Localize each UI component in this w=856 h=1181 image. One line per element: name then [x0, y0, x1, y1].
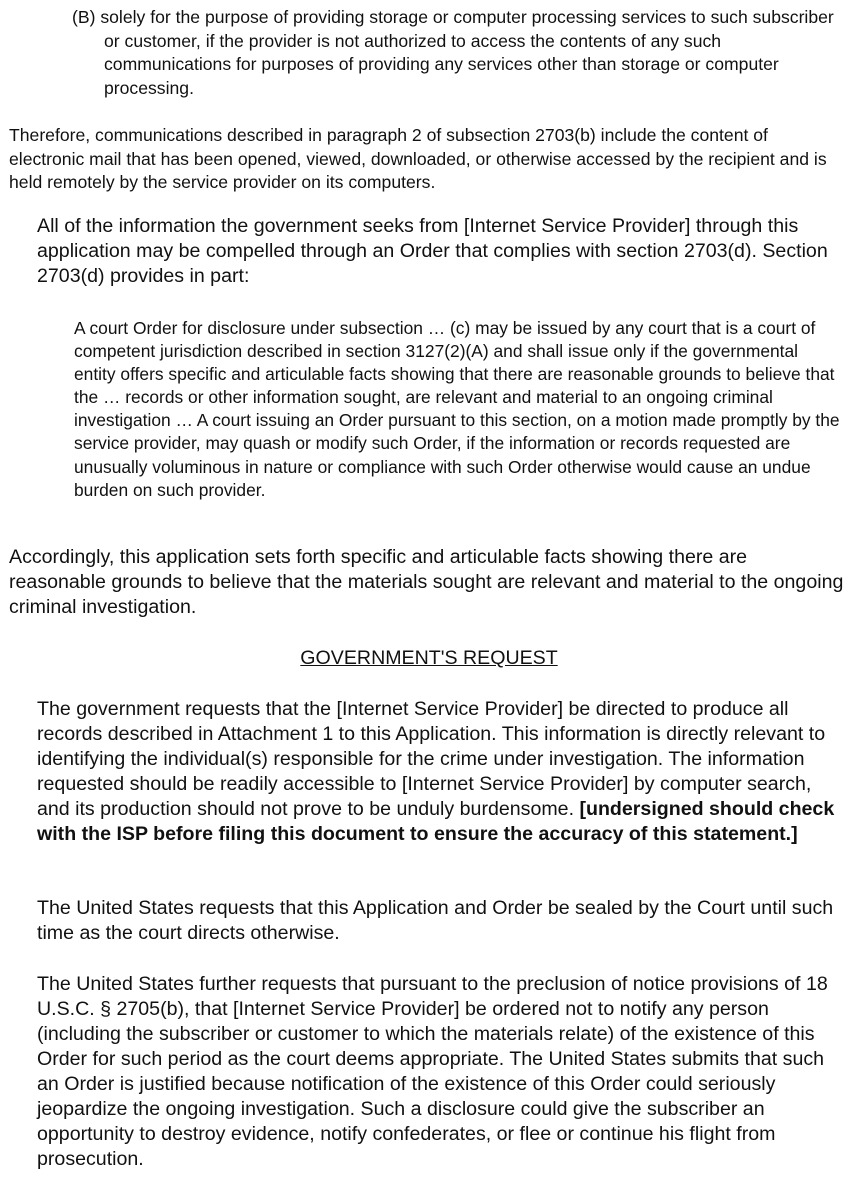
paragraph-9-body [9, 972, 849, 1172]
paragraph-7-number [9, 697, 37, 722]
paragraph-9-text: The United States further requests that pursuant to the preclusion of notice provisions of 18 U.S.C. § 2705(b), that [Internet Service Provider] be ordered not to notify any person (including the subscriber or customer to which the materials relate) of the existence of this Order for such period as the court deems appropriate. The United States submits that such an Order is justified because notification of the existence of this Order could seriously jeopardize the ongoing investigation. Such a disclosure could give the subscriber an opportunity to destroy evidence, notify confederates, or flee or continue his flight from prosecution. [37, 973, 828, 1170]
paragraph-7-body [9, 697, 849, 847]
paragraph-6 [9, 214, 849, 289]
paragraph-6-number [9, 214, 37, 239]
paragraph-6-text: All of the information the government seeks from [Internet Service Provider] through this application may be compelled through an Order that complies with section 2703(d). Section 2703(d) provides in part: [37, 215, 828, 287]
paragraph-7-bold-note: [undersigned should check with the ISP before filing this document to ensure the accuracy of this statement.] [37, 798, 835, 845]
subsection-b-body [72, 6, 842, 100]
section-heading [0, 646, 856, 671]
paragraph-8 [9, 896, 849, 946]
accordingly-paragraph: Accordingly, this application sets forth specific and articulable facts showing there are reasonable grounds to believe that the materials sought are relevant and material to the ongoing criminal investigation. [9, 546, 844, 618]
therefore-paragraph: Therefore, communications described in paragraph 2 of subsection 2703(b) include the content of electronic mail that has been opened, viewed, downloaded, or otherwise accessed by the recipient and is held remotely by the service provider on its computers. [9, 125, 827, 192]
block-quote: A court Order for disclosure under subsection … (c) may be issued by any court that is a court of competent jurisdiction described in section 3127(2)(A) and shall issue only if the governmental entity offers specific and articulable facts showing that there are reasonable grounds to believe that the … records or other information sought, are relevant and material to an ongoing criminal investigation … A court issuing an Order pursuant to this section, on a motion made promptly by the service provider, may quash or modify such Order, if the information or records requested are unusually voluminous in nature or compliance with such Order otherwise would cause an undue burden on such provider. [74, 318, 840, 500]
paragraph-8-number [9, 896, 37, 921]
paragraph-6-body [9, 214, 849, 289]
subsection-b-text: solely for the purpose of providing storage or computer processing services to such subscriber or customer, if the provider is not authorized to access the contents of any such communications for purposes of providing any services other than storage or computer processing. [100, 7, 834, 98]
paragraph-7 [9, 697, 849, 847]
paragraph-9-number [9, 972, 37, 997]
subsection-b-label: (B) [72, 7, 96, 27]
paragraph-8-text: The United States requests that this Application and Order be sealed by the Court until such time as the court directs otherwise. [37, 897, 834, 944]
subsection-b [72, 6, 842, 100]
paragraph-9 [9, 972, 849, 1172]
section-heading-text: GOVERNMENT'S REQUEST [300, 647, 558, 669]
paragraph-7-text: The government requests that the [Internet Service Provider] be directed to produce all records described in Attachment 1 to this Application. This information is directly relevant to identifying the individual(s) responsible for the crime under investigation. The information requested should be readily accessible to [Internet Service Provider] by computer search, and its production should not prove to be unduly burdensome. [37, 698, 826, 820]
paragraph-8-body [9, 896, 849, 946]
